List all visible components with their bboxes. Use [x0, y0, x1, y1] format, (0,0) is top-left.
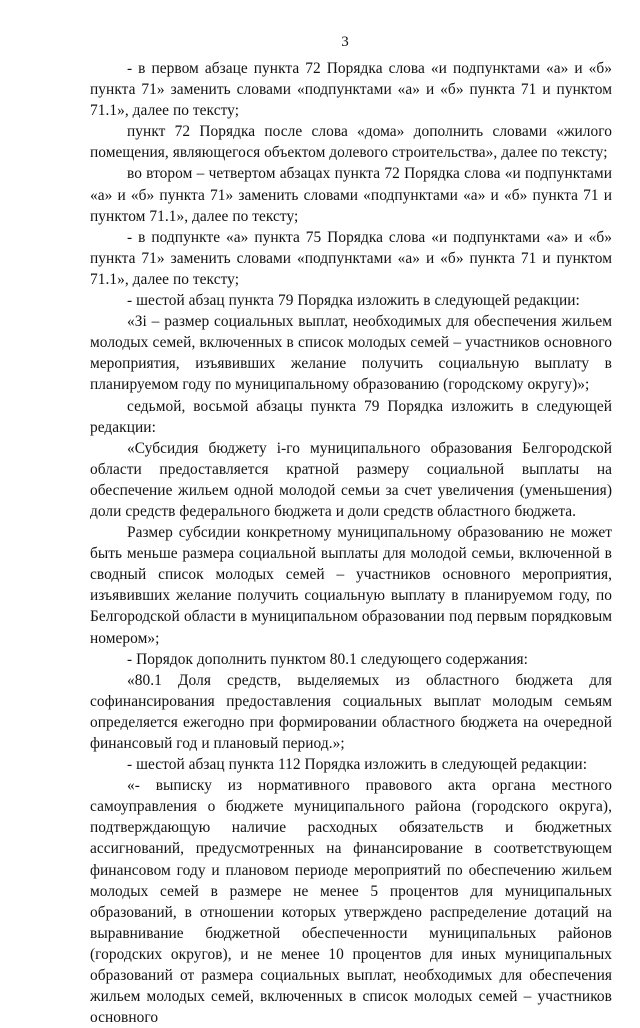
paragraph-quote-subsidy-size: Размер субсидии конкретному муниципальному образованию не может быть меньше размера социальной выплаты для молодой семьи, включенной в сводный список молодых семей – участников основного мероприятия, изъявивших желание получить социальную выплату в планируемом году, по Белгородской области в муниципальном образовании под первым порядковым номером»;	[90, 524, 612, 647]
paragraph-quote-80-1: «80.1 Доля средств, выделяемых из областного бюджета для софинансирования предоставления социальных выплат молодым семьям определяется ежегодно при формировании областного бюджета на очередной финансовый год и плановый период.»;	[90, 671, 612, 752]
paragraph-amend-75: - в подпункте «а» пункта 75 Порядка слова «и подпунктами «а» и «б» пункта 71» заменить словами «подпунктами «а» и «б» пункта 71 и пунктом 71.1», далее по тексту;	[90, 228, 612, 288]
paragraph-quote-79-sixth: «Зi – размер социальных выплат, необходимых для обеспечения жильем молодых семей, включенных в список молодых семей – участников основного мероприятия, изъявивших желание получить социальную выплату в планируемом году по муниципальному образованию (городскому округу)»;	[90, 313, 612, 394]
document-body	[90, 58, 612, 1028]
paragraph-amend-72-first: - в первом абзаце пункта 72 Порядка слова «и подпунктами «а» и «б» пункта 71» заменить словами «подпунктами «а» и «б» пункта 71 и пунктом 71.1», далее по тексту;	[90, 60, 612, 120]
paragraph-amend-79-seventh-eighth: седьмой, восьмой абзацы пункта 79 Порядка изложить в следующей редакции:	[90, 397, 612, 436]
paragraph-amend-72-dwelling: пункт 72 Порядка после слова «дома» дополнить словами «жилого помещения, являющегося объектом долевого строительства», далее по тексту;	[90, 123, 612, 162]
page-number: 3	[341, 34, 349, 50]
paragraph-amend-72-second-fourth: во втором – четвертом абзацах пункта 72 Порядка слова «и подпунктами «а» и «б» пункта 71» заменить словами «подпунктами «а» и «б» пункта 71 и пунктом 71.1», далее по тексту;	[90, 165, 612, 225]
paragraph-add-80-1: - Порядок дополнить пунктом 80.1 следующего содержания:	[127, 650, 528, 668]
paragraph-amend-112: - шестой абзац пункта 112 Порядка изложить в следующей редакции:	[127, 756, 588, 774]
paragraph-amend-79-sixth: - шестой абзац пункта 79 Порядка изложить в следующей редакции:	[127, 292, 580, 310]
paragraph-quote-112: «- выписку из нормативного правового акта органа местного самоуправления о бюджете муниципального района (городского округа), подтверждающую наличие расходных обязательств и бюджетных ассигнований, предусмотренных на финансирование в соответствующем финансовом году и плановом периоде мероприятий по обеспечению жильем молодых семей в размере не менее 5 процентов для муниципальных образований, в отношении которых утверждено распределение дотаций на выравнивание бюджетной обеспеченности муниципальных районов (городских округов), и не менее 10 процентов для иных муниципальных образований от размера социальных выплат, необходимых для обеспечения жильем молодых семей, включенных в список молодых семей – участников основного	[90, 777, 612, 1027]
paragraph-quote-subsidy: «Субсидия бюджету i-го муниципального образования Белгородской области предоставляется кратной размеру социальной выплаты на обеспечение жильем одной молодой семьи за счет увеличения (уменьшения) доли средств федерального бюджета и доли средств областного бюджета.	[90, 439, 612, 520]
